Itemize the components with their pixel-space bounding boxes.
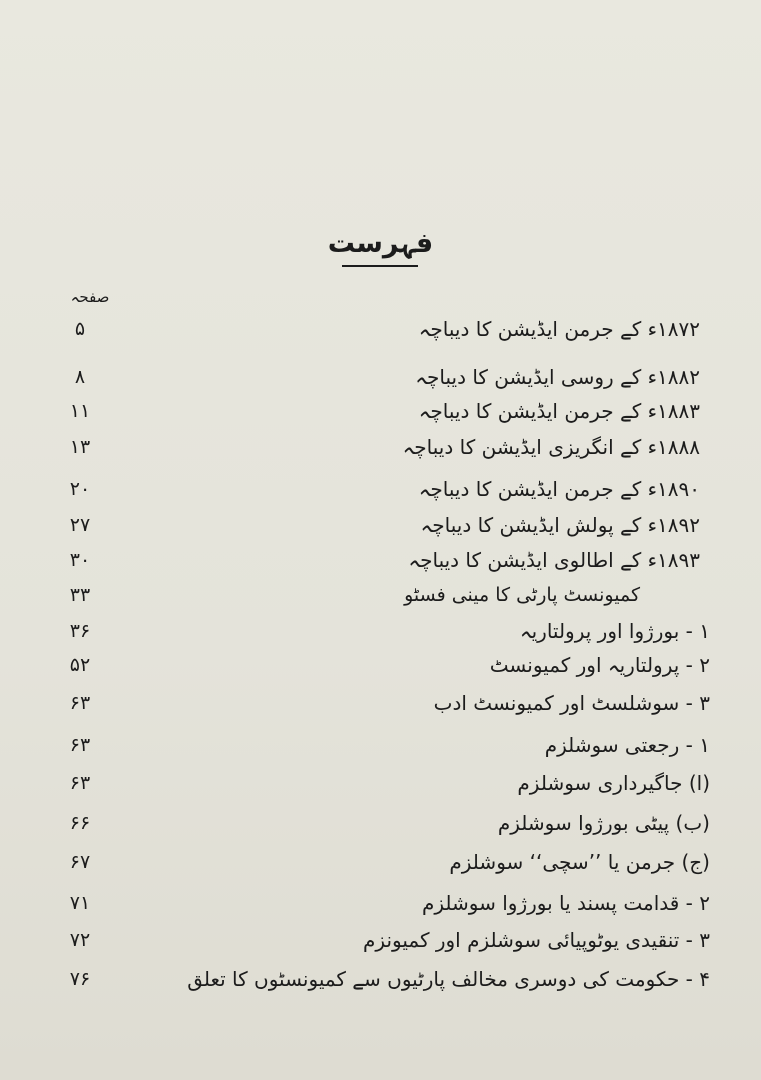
toc-entry	[40, 806, 730, 840]
toc-entry	[40, 886, 730, 920]
toc-entry	[40, 962, 730, 996]
toc-entry-page: ۷۲	[69, 929, 91, 951]
toc-entry-label: (ا) جاگیرداری سوشلزم	[517, 771, 710, 795]
page-column-header: صفحہ	[70, 288, 110, 306]
toc-entry	[40, 472, 730, 506]
toc-entry	[40, 360, 730, 394]
toc-entry-page: ۶۳	[69, 772, 91, 794]
toc-entry-label: ۱۸۹۰ء کے جرمن ایڈیشن کا دیباچہ	[418, 477, 700, 501]
toc-entry-label: ۱۸۸۳ء کے جرمن ایڈیشن کا دیباچہ	[418, 399, 700, 423]
toc-entry	[40, 845, 730, 879]
toc-entry-page: ۳۳	[69, 584, 91, 606]
toc-entry-page: ۶۳	[69, 734, 91, 756]
title-underline	[342, 265, 418, 267]
toc-entry-page: ۳۰	[69, 549, 91, 571]
toc-entry-page: ۶۳	[69, 692, 91, 714]
toc-entry-label: ۱ - رجعتی سوشلزم	[544, 733, 710, 757]
toc-entry	[40, 923, 730, 957]
toc-entry-page: ۸	[74, 366, 86, 388]
toc-entry-label: ۱ - بورژوا اور پرولتاریہ	[519, 619, 710, 643]
toc-entry-label: ۲ - قدامت پسند یا بورژوا سوشلزم	[422, 891, 710, 915]
toc-entry-label: ۱۸۸۸ء کے انگریزی ایڈیشن کا دیباچہ	[402, 435, 700, 459]
toc-entry	[40, 648, 730, 682]
toc-entry	[40, 766, 730, 800]
toc-entry-label: (ج) جرمن یا ’’سچی‘‘ سوشلزم	[449, 850, 710, 874]
toc-entry-label: ۱۸۹۲ء کے پولش ایڈیشن کا دیباچہ	[420, 513, 700, 537]
toc-entry	[40, 430, 730, 464]
toc-entry-page: ۱۳	[69, 436, 91, 458]
toc-entry-label: (ب) پیٹی بورژوا سوشلزم	[497, 811, 710, 835]
toc-entry	[40, 312, 730, 346]
toc-entry-page: ۵	[74, 318, 86, 340]
toc-entry	[40, 508, 730, 542]
toc-entry-label: ۴ - حکومت کی دوسری مخالف پارٹیوں سے کمیونسٹوں کا تعلق	[187, 967, 710, 991]
toc-entry-page: ۶۷	[69, 851, 91, 873]
toc-entry	[40, 394, 730, 428]
toc-entry-label: کمیونسٹ پارٹی کا مینی فسٹو	[404, 584, 640, 606]
toc-entry-page: ۲۰	[69, 478, 91, 500]
toc-entry-label: ۳ - تنقیدی یوٹوپیائی سوشلزم اور کمیونزم	[363, 928, 710, 952]
toc-entry-page: ۷۱	[69, 892, 91, 914]
toc-entry	[40, 543, 730, 577]
toc-entry	[40, 728, 730, 762]
toc-entry-label: ۳ - سوشلسٹ اور کمیونسٹ ادب	[433, 691, 710, 715]
toc-entry-page: ۳۶	[69, 620, 91, 642]
toc-entry	[40, 578, 730, 612]
toc-entry-label: ۱۸۷۲ء کے جرمن ایڈیشن کا دیباچہ	[418, 317, 700, 341]
toc-entry-page: ۲۷	[69, 514, 91, 536]
toc-entry-label: ۲ - پرولتاریہ اور کمیونسٹ	[489, 653, 710, 677]
toc-entry-page: ۵۲	[69, 654, 91, 676]
toc-entry-page: ۶۶	[69, 812, 91, 834]
page-title: فہرست	[327, 228, 434, 259]
toc-entry-page: ۷۶	[69, 968, 91, 990]
toc-entry-label: ۱۸۸۲ء کے روسی ایڈیشن کا دیباچہ	[415, 365, 700, 389]
toc-entry-page: ۱۱	[69, 400, 91, 422]
toc-entry	[40, 686, 730, 720]
toc-entry-label: ۱۸۹۳ء کے اطالوی ایڈیشن کا دیباچہ	[408, 548, 700, 572]
toc-entry	[40, 614, 730, 648]
